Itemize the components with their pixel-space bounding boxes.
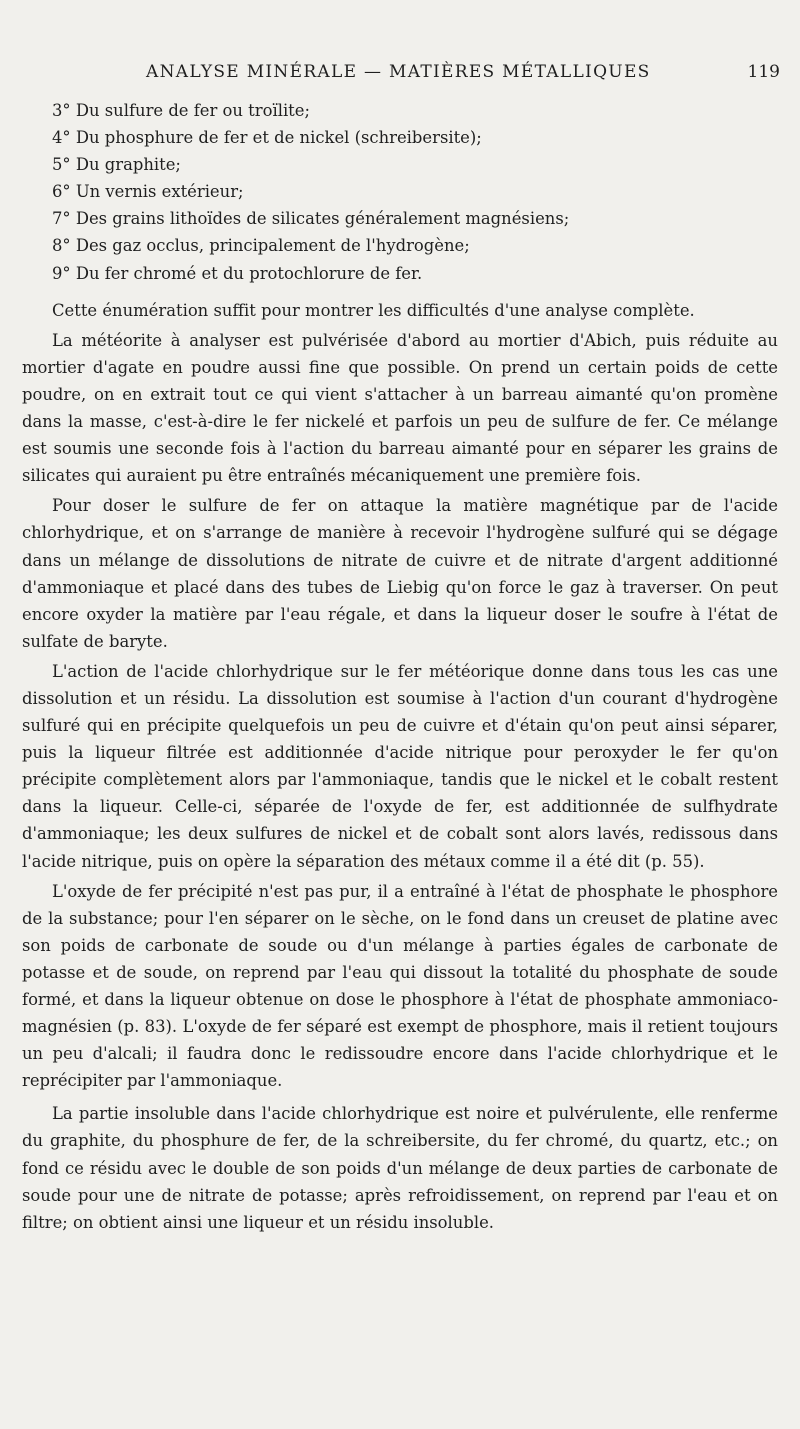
paragraph: Cette énumération suffit pour montrer les difficultés d'une analyse complète. bbox=[52, 300, 695, 320]
list-item: 9° Du fer chromé et du protochlorure de fer. bbox=[52, 263, 423, 283]
paragraph: La météorite à analyser est pulvérisée d'abord au mortier d'Abich, puis réduite au mortier d'agate en poudre aussi fine que possible. On prend un certain poids de cette poudre, on en extrait tout ce qui vient s'attacher à un barreau aimanté qu'on promène dans la masse, c'est-à-dire le fer nickelé et parfois un peu de sulfure de fer. Ce mélange est soumis une seconde fois à l'action du barreau aimanté pour en séparer les grains de silicates qui auraient pu être entraînés mécaniquement une première fois. bbox=[22, 330, 778, 486]
list-item: 8° Des gaz occlus, principalement de l'hydrogène; bbox=[52, 236, 470, 256]
list-item: 5° Du graphite; bbox=[52, 155, 181, 175]
list-item: 3° Du sulfure de fer ou troïlite; bbox=[52, 101, 310, 120]
paragraph: Pour doser le sulfure de fer on attaque la matière magnétique par de l'acide chlorhydrique, et on s'arrange de manière à recevoir l'hydrogène sulfuré qui se dégage dans un mélange de dissolutions de nitrate de cuivre et de nitrate d'argent additionné d'ammoniaque et placé dans des tubes de Liebig qu'on force le gaz à traverser. On peut encore oxyder la matière par l'eau régale, et dans la liqueur doser le soufre à l'état de sulfate de baryte. bbox=[22, 496, 778, 651]
list-item: 7° Des grains lithoïdes de silicates généralement magnésiens; bbox=[52, 209, 570, 229]
paragraph: La partie insoluble dans l'acide chlorhydrique est noire et pulvérulente, elle renferme du graphite, du phosphure de fer, de la schreibersite, du fer chromé, du quartz, etc.; on fond ce résidu avec le double de son poids d'un mélange de deux parties de carbonate de soude pour une de nitrate de potasse; après refroidissement, on reprend par l'eau et on filtre; on obtient ainsi une liqueur et un résidu insoluble. bbox=[22, 1104, 778, 1232]
paragraph: L'oxyde de fer précipité n'est pas pur, il a entraîné à l'état de phosphate le phosphore de la substance; pour l'en séparer on le sèche, on le fond dans un creuset de platine avec son poids de carbonate de soude ou d'un mélange à parties égales de carbonate de potasse et de soude, on reprend par l'eau qui dissout la totalité du phosphate de soude formé, et dans la liqueur obtenue on dose le phosphore à l'état de phosphate ammoniaco-magnésien (p. 83). L'oxyde de fer séparé est exempt de phosphore, mais il retient toujours un peu d'alcali; il faudra donc le redissoudre encore dans l'acide chlorhydrique et le reprécipiter par l'ammoniaque. bbox=[22, 881, 778, 1091]
page-header bbox=[20, 62, 780, 86]
running-title: ANALYSE MINÉRALE — MATIÈRES MÉTALLIQUES bbox=[146, 62, 651, 82]
page-body bbox=[22, 97, 778, 1236]
mineral-list bbox=[22, 97, 778, 287]
list-item: 4° Du phosphure de fer et de nickel (schreibersite); bbox=[52, 128, 482, 148]
paragraph: L'action de l'acide chlorhydrique sur le fer météorique donne dans tous les cas une dissolution et un résidu. La dissolution est soumise à l'action d'un courant d'hydrogène sulfuré qui en précipite quelquefois un peu de cuivre et d'étain qu'on peut ainsi séparer, puis la liqueur filtrée est additionnée d'acide nitrique pour peroxyder le fer qu'on précipite complètement alors par l'ammoniaque, tandis que le nickel et le cobalt restent dans la liqueur. Celle-ci, séparée de l'oxyde de fer, est additionnée de sulfhydrate d'ammoniaque; les deux sulfures de nickel et de cobalt sont alors lavés, redissous dans l'acide nitrique, puis on opère la séparation des métaux comme il a été dit (p. 55). bbox=[22, 661, 778, 871]
page-number: 119 bbox=[747, 62, 780, 82]
list-item: 6° Un vernis extérieur; bbox=[52, 182, 244, 202]
